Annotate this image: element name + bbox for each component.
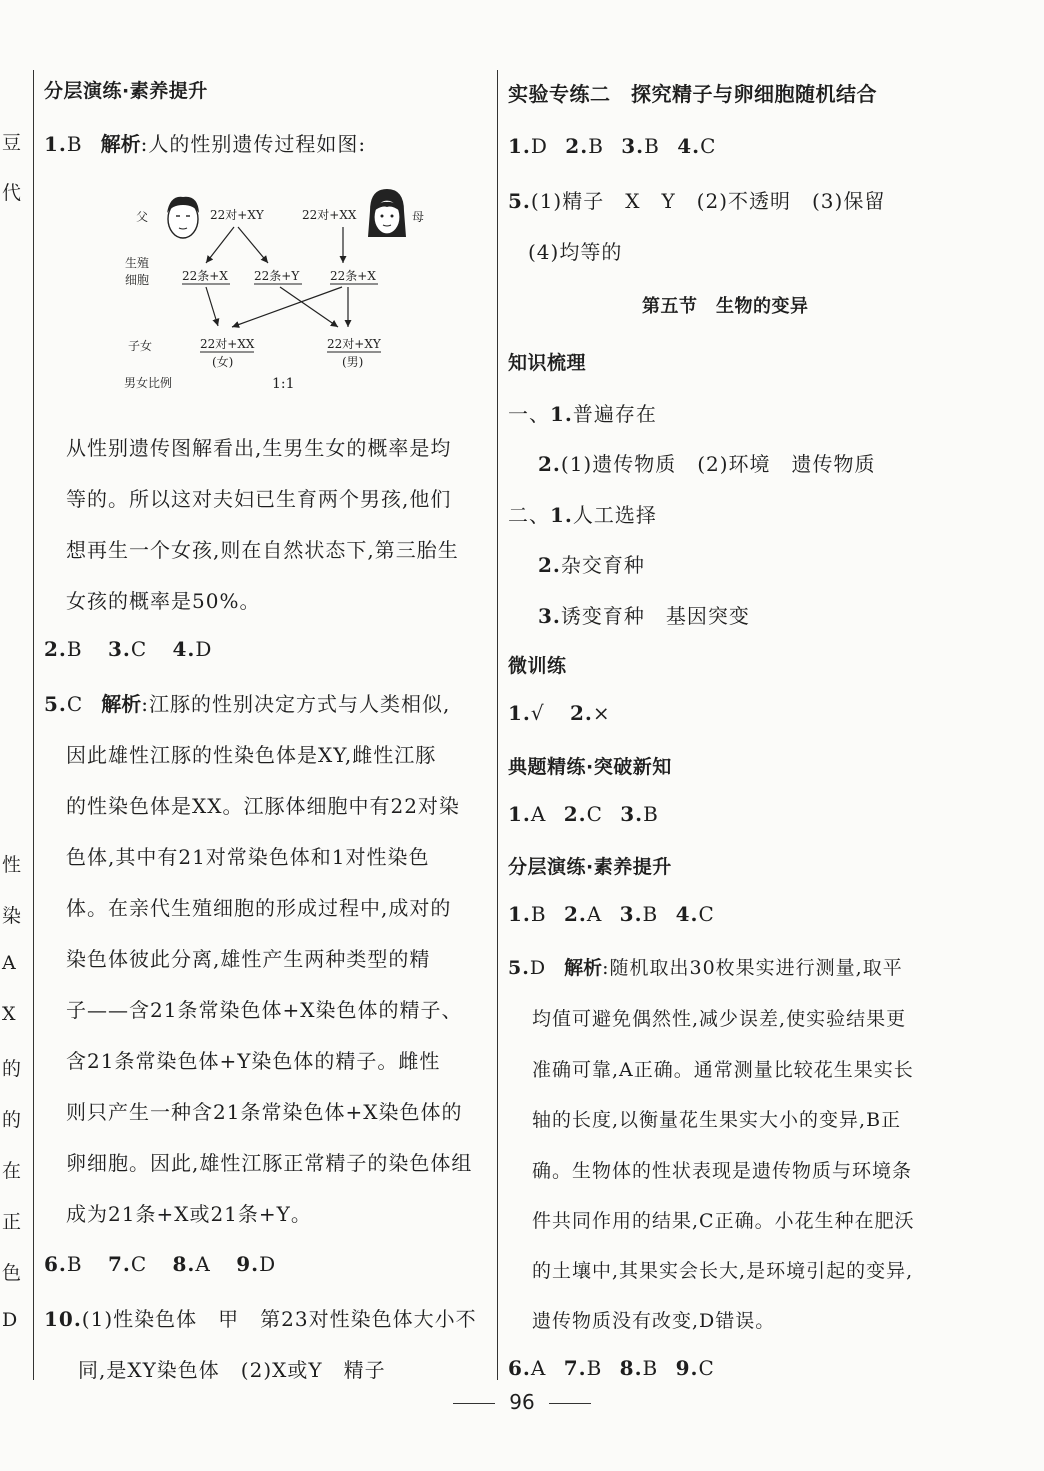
question-number: 8. (619, 1356, 643, 1380)
answer-q1 (44, 128, 366, 157)
question-number: 7. (563, 1356, 587, 1380)
answer-value: A (586, 902, 603, 926)
gamete-label-line1: 生殖 (125, 256, 150, 270)
paragraph-line: 的性染色体是XX。江豚体细胞中有22对染 (66, 794, 460, 818)
paragraph-line: 女孩的概率是50%。 (66, 589, 261, 613)
question-number: 7. (107, 1252, 131, 1276)
answer-value: B (642, 1356, 659, 1380)
answers-q6-q9 (44, 1252, 276, 1276)
answer-value: B (530, 902, 547, 926)
paragraph-line: 子——含21条常染色体+X染色体的精子、 (66, 998, 463, 1022)
answer-value: C (130, 637, 148, 661)
son-genotype: 22对+XY (327, 337, 381, 351)
mother-label: 母 (412, 210, 425, 224)
paragraph-line: 染色体彼此分离,雄性产生两种类型的精 (66, 947, 431, 971)
answer-value: C (700, 134, 717, 158)
paragraph-line: 因此雄性江豚的性染色体是XY,雌性江豚 (66, 743, 437, 767)
analysis-text: :江豚的性别决定方式与人类相似, (141, 692, 451, 716)
answers-typical (508, 802, 659, 826)
question-number: 8. (172, 1252, 196, 1276)
question-number: 3. (621, 134, 645, 158)
question-number: 6. (44, 1252, 67, 1276)
item-text: 杂交育种 (560, 553, 645, 577)
answer-value: C (130, 1252, 148, 1276)
father-genotype: 22对+XY (210, 208, 264, 222)
question-number: 9. (675, 1356, 699, 1380)
subheading-layered-practice: 分层演练·素养提升 (508, 856, 672, 878)
analysis-label: 解析 (100, 132, 141, 156)
item-prefix: 一、 (508, 402, 550, 426)
question-number: 1. (44, 132, 67, 156)
edge-char: 豆 (2, 132, 22, 154)
edge-char: 正 (2, 1211, 22, 1233)
answer-f5 (508, 953, 903, 980)
experiment-heading: 实验专练二 探究精子与卵细胞随机结合 (508, 82, 877, 106)
question-number: 2. (563, 802, 587, 826)
footer-rule-left (453, 1403, 495, 1404)
analysis-label: 解析 (101, 692, 142, 716)
father-face-icon (167, 197, 199, 238)
question-number: 1. (508, 701, 531, 725)
answer-value: A (530, 802, 547, 826)
item-number: 2. (538, 553, 561, 577)
answers-layered-6-9 (508, 1356, 715, 1380)
gamete-label-line2: 细胞 (125, 273, 150, 287)
paragraph-line: 准确可靠,A正确。通常测量比较花生果实长 (532, 1059, 914, 1081)
question-number: 1. (508, 802, 531, 826)
question-number: 2. (44, 637, 67, 661)
section-heading: 分层演练·素养提升 (44, 80, 208, 102)
answer-value: × (592, 701, 611, 725)
paragraph-line: 均值可避免偶然性,减少误差,使实验结果更 (532, 1008, 907, 1030)
paragraph-line: 则只产生一种含21条常染色体+X染色体的 (66, 1100, 463, 1124)
edge-char: 的 (2, 1109, 22, 1131)
question-number: 1. (508, 134, 531, 158)
item-number: 2. (538, 452, 561, 476)
section-title: 第五节 生物的变异 (642, 296, 809, 317)
paragraph-line: 体。在亲代生殖细胞的形成过程中,成对的 (66, 896, 452, 920)
paragraph-line: 的土壤中,其果实会长大,是环境引起的变异, (532, 1260, 914, 1282)
answer-value: D (530, 134, 548, 158)
question-number: 4. (675, 902, 699, 926)
paragraph-line: 同,是XY染色体 (2)X或Y 精子 (78, 1358, 386, 1382)
knowledge-item (538, 448, 876, 477)
paragraph-line: 轴的长度,以衡量花生果实大小的变异,B正 (532, 1109, 902, 1131)
answer-value: C (698, 1356, 715, 1380)
item-number: 1. (550, 402, 573, 426)
answer-value: B (66, 1252, 83, 1276)
subheading-typical-problems: 典题精练·突破新知 (508, 756, 672, 778)
knowledge-item (508, 499, 657, 528)
edge-char: 在 (2, 1160, 22, 1182)
question-number: 5. (508, 957, 530, 979)
question-number: 3. (619, 902, 643, 926)
gamete-x-father: 22条+X (182, 269, 228, 283)
knowledge-item (508, 398, 657, 427)
page-footer (0, 1390, 1044, 1414)
column-divider (497, 70, 498, 1380)
knowledge-item (538, 549, 645, 578)
question-number: 1. (508, 902, 531, 926)
question-number: 2. (570, 701, 593, 725)
edge-char: 染 (2, 905, 22, 927)
question-number: 3. (107, 637, 131, 661)
item-text: 人工选择 (572, 503, 657, 527)
son-sex: (男) (342, 355, 364, 369)
answer-value: A (195, 1252, 211, 1276)
sex-ratio-value: 1:1 (272, 376, 295, 392)
paragraph-line: 从性别遗传图解看出,生男生女的概率是均 (66, 436, 452, 460)
edge-char: D (2, 1309, 18, 1331)
answer-value: A (530, 1356, 547, 1380)
subheading-knowledge: 知识梳理 (508, 352, 587, 374)
question-number: 4. (677, 134, 701, 158)
answer-value: √ (530, 701, 545, 725)
answer-text: (1)精子 X Y (2)不透明 (3)保留 (530, 189, 886, 213)
edge-char: A (2, 952, 16, 974)
page-number: 96 (509, 1390, 535, 1414)
item-text: 普遍存在 (572, 402, 657, 426)
sex-ratio-label: 男女比例 (124, 376, 173, 390)
answer-value: B (643, 802, 659, 826)
footer-rule-right (549, 1403, 591, 1404)
analysis-text: :人的性别遗传过程如图: (140, 132, 367, 156)
left-margin-rule (33, 70, 34, 1380)
knowledge-item (538, 600, 750, 629)
answers-micro (508, 701, 611, 725)
paragraph-line: 等的。所以这对夫妇已生育两个男孩,他们 (66, 487, 452, 511)
question-number: 10. (44, 1307, 82, 1331)
answer-value: B (66, 637, 83, 661)
paragraph-line: 确。生物体的性状表现是遗传物质与环境条 (532, 1160, 913, 1182)
item-number: 3. (538, 604, 561, 628)
edge-char: 代 (2, 182, 22, 204)
answer-value: B (588, 134, 604, 158)
question-number: 6. (508, 1356, 531, 1380)
paragraph-line: 想再生一个女孩,则在自然状态下,第三胎生 (66, 538, 459, 562)
gamete-y-father: 22条+Y (254, 269, 300, 283)
answer-q5 (44, 688, 450, 717)
answer-value: C (586, 802, 603, 826)
item-prefix: 二、 (508, 503, 550, 527)
answer-value: D (259, 1252, 277, 1276)
answer-value: C (66, 692, 84, 716)
answer-value: C (698, 902, 715, 926)
subheading-micro-practice: 微训练 (508, 655, 567, 677)
question-number: 9. (236, 1252, 260, 1276)
answer-value: B (642, 902, 659, 926)
answers-layered-1-4 (508, 902, 715, 926)
analysis-label: 解析 (564, 957, 603, 979)
answer-value: D (195, 637, 213, 661)
answers-e1-e4 (508, 134, 716, 158)
answer-value: B (586, 1356, 603, 1380)
sex-inheritance-diagram (120, 183, 440, 398)
gamete-x-mother: 22条+X (330, 269, 376, 283)
edge-char: 性 (2, 854, 22, 876)
item-number: 1. (550, 503, 573, 527)
analysis-text: :随机取出30枚果实进行测量,取平 (602, 957, 903, 979)
paragraph-line: 色体,其中有21对常染色体和1对性染色 (66, 845, 430, 869)
mother-face-icon (368, 189, 406, 237)
answer-e5 (508, 185, 885, 214)
paragraph-line: 卵细胞。因此,雄性江豚正常精子的染色体组 (66, 1151, 473, 1175)
question-number: 5. (508, 189, 531, 213)
question-number: 3. (620, 802, 644, 826)
daughter-sex: (女) (212, 355, 234, 369)
question-number: 5. (44, 692, 67, 716)
answers-q2-q4 (44, 637, 212, 661)
offspring-label: 子女 (128, 339, 153, 353)
daughter-genotype: 22对+XX (200, 337, 255, 351)
edge-char: X (2, 1003, 16, 1025)
paragraph-line: 遗传物质没有改变,D错误。 (532, 1310, 776, 1332)
question-number: 2. (563, 902, 587, 926)
answer-value: D (529, 957, 547, 979)
question-number: 4. (172, 637, 196, 661)
edge-char: 的 (2, 1058, 22, 1080)
item-text: 诱变育种 基因突变 (560, 604, 750, 628)
question-number: 2. (565, 134, 589, 158)
answer-value: B (644, 134, 660, 158)
paragraph-line: 成为21条+X或21条+Y。 (66, 1202, 312, 1226)
answer-value: B (66, 132, 83, 156)
paragraph-line: 含21条常染色体+Y染色体的精子。雌性 (66, 1049, 441, 1073)
edge-char: 色 (2, 1262, 22, 1284)
item-text: (1)遗传物质 (2)环境 遗传物质 (560, 452, 876, 476)
answer-text: (1)性染色体 甲 第23对性染色体大小不 (81, 1307, 477, 1331)
paragraph-line: (4)均等的 (528, 240, 623, 264)
paragraph-line: 件共同作用的结果,C正确。小花生种在肥沃 (532, 1210, 915, 1232)
mother-genotype: 22对+XX (302, 208, 357, 222)
answer-q10 (44, 1303, 477, 1332)
father-label: 父 (136, 210, 149, 224)
